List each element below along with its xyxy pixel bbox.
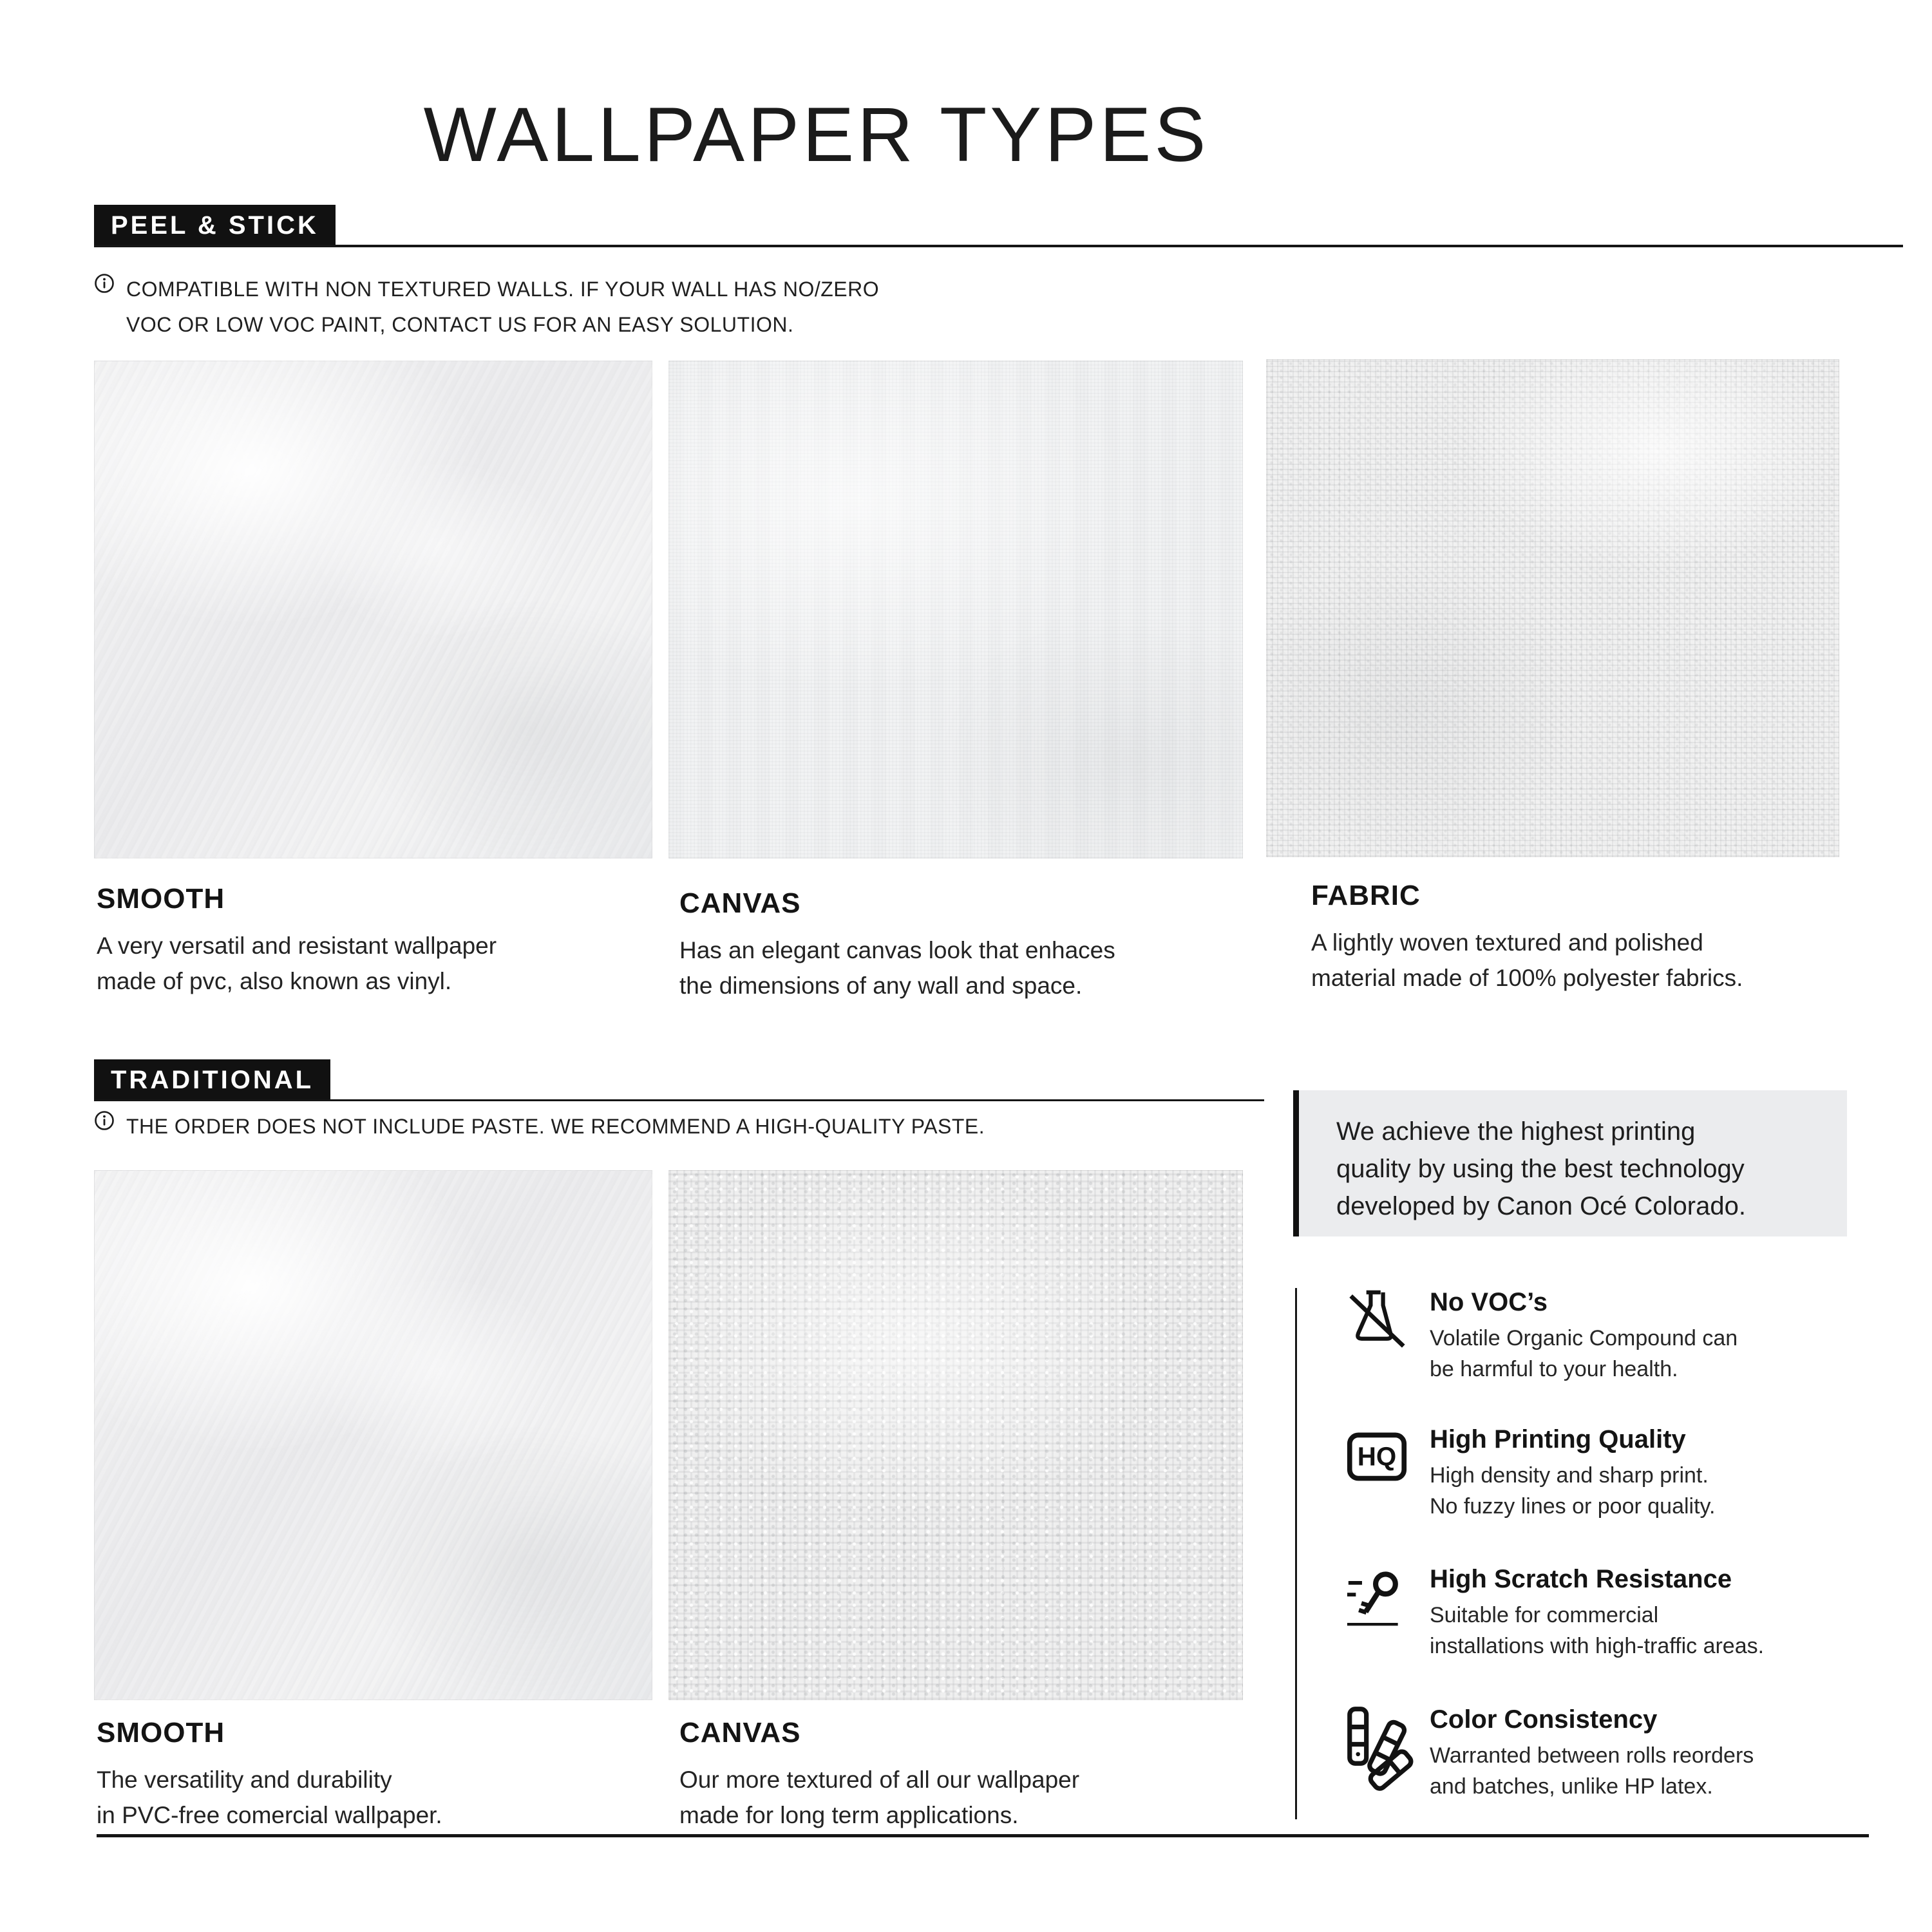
swatch-title: SMOOTH bbox=[97, 883, 225, 914]
page-title: WALLPAPER TYPES bbox=[423, 91, 1209, 178]
section-label-text: TRADITIONAL bbox=[111, 1066, 314, 1094]
info-icon bbox=[94, 1110, 115, 1131]
feature-description: Volatile Organic Compound can be harmful to your health. bbox=[1430, 1326, 1738, 1381]
smooth-texture-photo bbox=[94, 1170, 652, 1700]
feature-title: High Scratch Resistance bbox=[1430, 1565, 1732, 1593]
feature-description: Warranted between rolls reorders and batches, unlike HP latex. bbox=[1430, 1743, 1754, 1799]
swatch-title: CANVAS bbox=[679, 887, 801, 919]
quality-callout-text: We achieve the highest printing quality by using the best technology developed by Canon Océ Colorado. bbox=[1336, 1117, 1746, 1220]
swatch-description: Has an elegant canvas look that enhaces the dimensions of any wall and space. bbox=[679, 937, 1115, 999]
feature-title: Color Consistency bbox=[1430, 1705, 1658, 1734]
smooth-texture-photo bbox=[94, 361, 652, 858]
swatch-title: FABRIC bbox=[1311, 880, 1421, 911]
quality-callout bbox=[1293, 1090, 1847, 1236]
features-divider-line bbox=[1295, 1288, 1297, 1819]
swatch-title: CANVAS bbox=[679, 1717, 801, 1748]
feature-no-vocs bbox=[1341, 1288, 1856, 1385]
swatch-peel-stick-smooth bbox=[94, 361, 652, 999]
swatch-title: SMOOTH bbox=[97, 1717, 225, 1748]
swatch-traditional-canvas bbox=[668, 1170, 1243, 1833]
svg-text:HQ: HQ bbox=[1357, 1441, 1397, 1472]
feature-high-printing-quality bbox=[1341, 1425, 1856, 1522]
coarse-canvas-texture-photo bbox=[668, 1170, 1243, 1700]
section-label-traditional bbox=[94, 1059, 330, 1101]
feature-description: High density and sharp print. No fuzzy lines or poor quality. bbox=[1430, 1463, 1716, 1519]
bottom-rule bbox=[97, 1834, 1869, 1837]
canvas-texture-photo bbox=[668, 361, 1243, 858]
note-line: COMPATIBLE WITH NON TEXTURED WALLS. IF YOUR WALL HAS NO/ZERO bbox=[126, 278, 880, 301]
section-label-text: PEEL & STICK bbox=[111, 211, 319, 240]
peel-and-stick-note bbox=[94, 272, 879, 343]
hq-badge-icon bbox=[1346, 1425, 1408, 1490]
feature-title: High Printing Quality bbox=[1430, 1425, 1686, 1454]
swatch-description: The versatility and durability in PVC-free comercial wallpaper. bbox=[97, 1766, 442, 1828]
note-line: VOC OR LOW VOC PAINT, CONTACT US FOR AN EASY SOLUTION. bbox=[126, 313, 794, 336]
swatch-peel-stick-fabric bbox=[1266, 359, 1839, 996]
swatch-description: Our more textured of all our wallpaper made for long term applications. bbox=[679, 1766, 1080, 1828]
feature-description: Suitable for commercial installations with high-traffic areas. bbox=[1430, 1603, 1765, 1658]
peel-and-stick-divider-line bbox=[94, 245, 1903, 247]
section-label-peel-and-stick bbox=[94, 205, 336, 247]
scratch-key-icon bbox=[1346, 1565, 1408, 1629]
color-swatchbook-icon bbox=[1346, 1705, 1408, 1770]
swatch-description: A very versatil and resistant wallpaper made of pvc, also known as vinyl. bbox=[97, 933, 497, 994]
swatch-peel-stick-canvas bbox=[668, 361, 1243, 1003]
no-voc-flask-icon bbox=[1346, 1288, 1408, 1352]
swatch-description: A lightly woven textured and polished material made of 100% polyester fabrics. bbox=[1311, 929, 1743, 991]
fabric-texture-photo bbox=[1266, 359, 1839, 857]
swatch-traditional-smooth bbox=[94, 1170, 652, 1833]
traditional-divider-line bbox=[94, 1099, 1264, 1101]
note-line: THE ORDER DOES NOT INCLUDE PASTE. WE RECOMMEND A HIGH-QUALITY PASTE. bbox=[126, 1115, 985, 1138]
feature-high-scratch-resistance bbox=[1341, 1565, 1856, 1662]
feature-color-consistency bbox=[1341, 1705, 1856, 1802]
info-icon bbox=[94, 273, 115, 294]
feature-title: No VOC’s bbox=[1430, 1288, 1548, 1316]
traditional-note bbox=[94, 1109, 985, 1144]
